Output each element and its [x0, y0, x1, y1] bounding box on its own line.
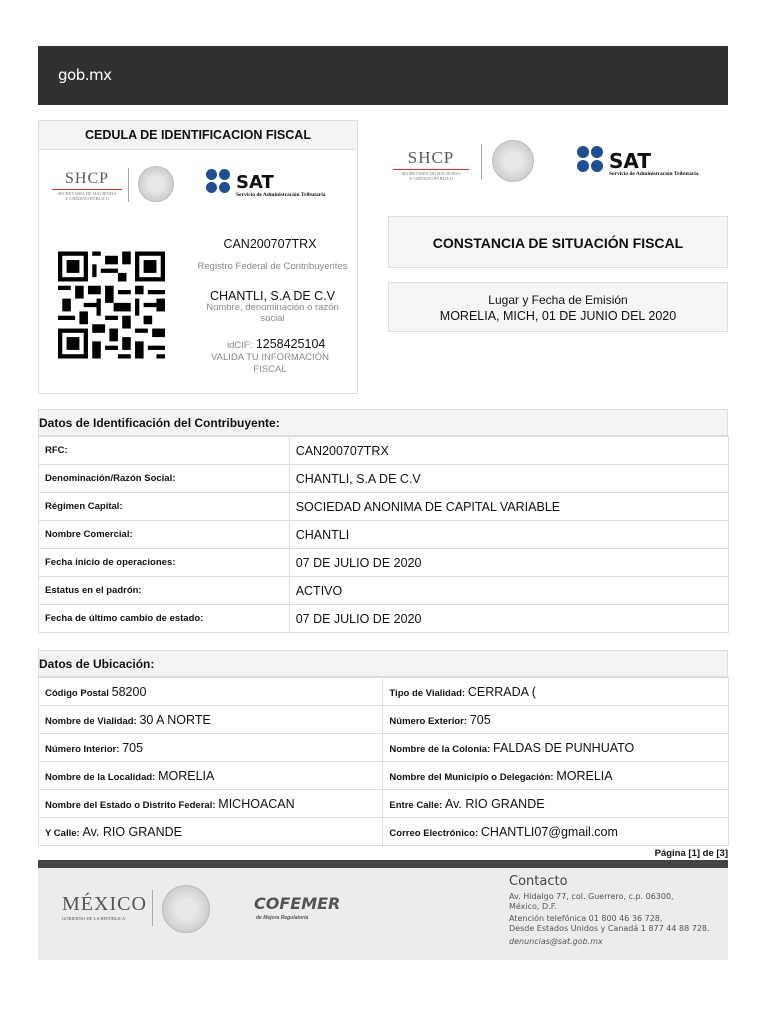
table-row — [39, 678, 729, 706]
top-bar — [38, 46, 728, 105]
page-indicator: Página [1] de [3] — [654, 848, 728, 859]
field-cell — [383, 790, 729, 818]
field-value: 705 — [122, 740, 144, 755]
table-row — [39, 790, 729, 818]
field-value: 58200 — [111, 684, 147, 699]
field-value: 07 DE JULIO DE 2020 — [289, 549, 728, 577]
field-label: Nombre Comercial: — [39, 521, 290, 549]
table-row — [39, 762, 729, 790]
table-row — [39, 605, 729, 633]
table-row — [39, 706, 729, 734]
shcp-logo: SHCP SECRETARÍA DE HACIENDA Y CRÉDITO PÚBLICO — [52, 170, 122, 201]
field-cell — [383, 734, 729, 762]
cedula-name-label: Nombre, denominación o razón social — [206, 302, 339, 324]
ubicacion-table — [38, 677, 729, 846]
field-value: CAN200707TRX — [289, 437, 728, 465]
field-label: Nombre de la Localidad: — [45, 771, 156, 783]
field-label: Nombre de la Colonia: — [389, 743, 491, 755]
field-value: CHANTLI — [289, 521, 728, 549]
field-label: Número Exterior: — [389, 715, 468, 727]
field-label: Régimen Capital: — [39, 493, 290, 521]
table-row — [39, 577, 729, 605]
field-label: Tipo de Vialidad: — [389, 687, 466, 699]
field-label: Nombre de Vialidad: — [45, 715, 137, 727]
field-label: Fecha de último cambio de estado: — [39, 605, 290, 633]
field-cell — [383, 818, 729, 846]
contacto-email: denuncias@sat.gob.mx — [509, 937, 603, 946]
field-cell — [39, 790, 383, 818]
field-label: Número Interior: — [45, 743, 120, 755]
table-row — [39, 437, 729, 465]
identificacion-title: Datos de Identificación del Contribuyente: — [38, 409, 728, 436]
cofemer-logo: COFEMER — [254, 894, 341, 913]
table-row — [39, 521, 729, 549]
field-label: Denominación/Razón Social: — [39, 465, 290, 493]
table-row — [39, 734, 729, 762]
field-value: ACTIVO — [289, 577, 728, 605]
field-value: MORELIA — [158, 768, 215, 783]
gob-mx-logo: gob.mx — [58, 66, 112, 84]
cedula-title: CEDULA DE IDENTIFICACION FISCAL — [39, 121, 357, 150]
sat-logo-text-2: SAT — [609, 149, 651, 173]
constancia-title: CONSTANCIA DE SITUACIÓN FISCAL — [388, 216, 728, 268]
field-value: 705 — [469, 712, 491, 727]
field-value: FALDAS DE PUNHUATO — [493, 740, 635, 755]
table-row — [39, 465, 729, 493]
field-cell — [39, 818, 383, 846]
table-row — [39, 818, 729, 846]
field-cell — [383, 678, 729, 706]
field-cell — [39, 734, 383, 762]
field-cell — [39, 762, 383, 790]
mexico-seal-icon-3 — [162, 885, 210, 933]
cedula-rfc-label: Registro Federal de Contribuyentes — [197, 261, 348, 272]
field-label: RFC: — [39, 437, 290, 465]
shcp-logo-2: SHCP SECRETARÍA DE HACIENDA Y CRÉDITO PÚBLICO — [393, 148, 469, 181]
field-value: Av. RIO GRANDE — [82, 824, 183, 839]
field-cell — [39, 706, 383, 734]
field-value: SOCIEDAD ANONIMA DE CAPITAL VARIABLE — [289, 493, 728, 521]
field-value: 07 DE JULIO DE 2020 — [289, 605, 728, 633]
field-value: CERRADA ( — [467, 684, 536, 699]
field-value: MORELIA — [556, 768, 613, 783]
field-value: Av. RIO GRANDE — [445, 796, 545, 811]
lugar-fecha-value: MORELIA, MICH, 01 DE JUNIO DEL 2020 — [439, 309, 677, 323]
field-value: 30 A NORTE — [139, 712, 211, 727]
field-value: CHANTLI07@gmail.com — [480, 824, 618, 839]
identificacion-table — [38, 436, 729, 633]
field-cell — [383, 762, 729, 790]
contacto-info: Av. Hidalgo 77, col. Guerrero, c.p. 06300, México, D.F. Atención telefónica 01 800 46 36 728, Desde Estados Unidos y Canadá 1 877 44 88 728. denuncias@sat.gob.mx — [509, 892, 724, 947]
contacto-title: Contacto — [509, 874, 568, 889]
field-cell — [383, 706, 729, 734]
valida-info: VALIDA TU INFORMACIÓN FISCAL — [211, 352, 329, 375]
field-label: Correo Electrónico: — [389, 827, 479, 839]
cedula-rfc: CAN200707TRX — [223, 237, 317, 251]
field-value: CHANTLI, S.A DE C.V — [289, 465, 728, 493]
field-label: Código Postal — [45, 687, 109, 699]
field-label: Y Calle: — [45, 827, 80, 839]
field-label: Estatus en el padrón: — [39, 577, 290, 605]
table-row — [39, 493, 729, 521]
field-label: Nombre del Estado o Distrito Federal: — [45, 799, 216, 811]
field-cell — [39, 678, 383, 706]
sat-logo-icon — [206, 169, 234, 197]
mexico-seal-icon — [138, 166, 174, 202]
qr-code-icon — [58, 250, 165, 360]
cedula-name: CHANTLI, S.A DE C.V — [209, 289, 336, 303]
lugar-fecha-box: Lugar y Fecha de Emisión MORELIA, MICH, 01 DE JUNIO DEL 2020 — [388, 282, 728, 332]
field-label: Nombre del Municipio o Delegación: — [389, 771, 554, 783]
mexico-seal-icon-2 — [492, 140, 534, 182]
field-value: MICHOACAN — [218, 796, 295, 811]
field-label: Fecha inicio de operaciones: — [39, 549, 290, 577]
ubicacion-title: Datos de Ubicación: — [38, 650, 728, 677]
cedula-idcif: idCIF: 1258425104 — [227, 337, 326, 351]
sat-logo-icon-2 — [577, 146, 605, 174]
field-label: Entre Calle: — [389, 799, 443, 811]
sat-logo-text: SAT — [236, 172, 274, 193]
mexico-logo: MÉXICO GOBIERNO DE LA REPÚBLICA — [62, 893, 147, 921]
table-row — [39, 549, 729, 577]
